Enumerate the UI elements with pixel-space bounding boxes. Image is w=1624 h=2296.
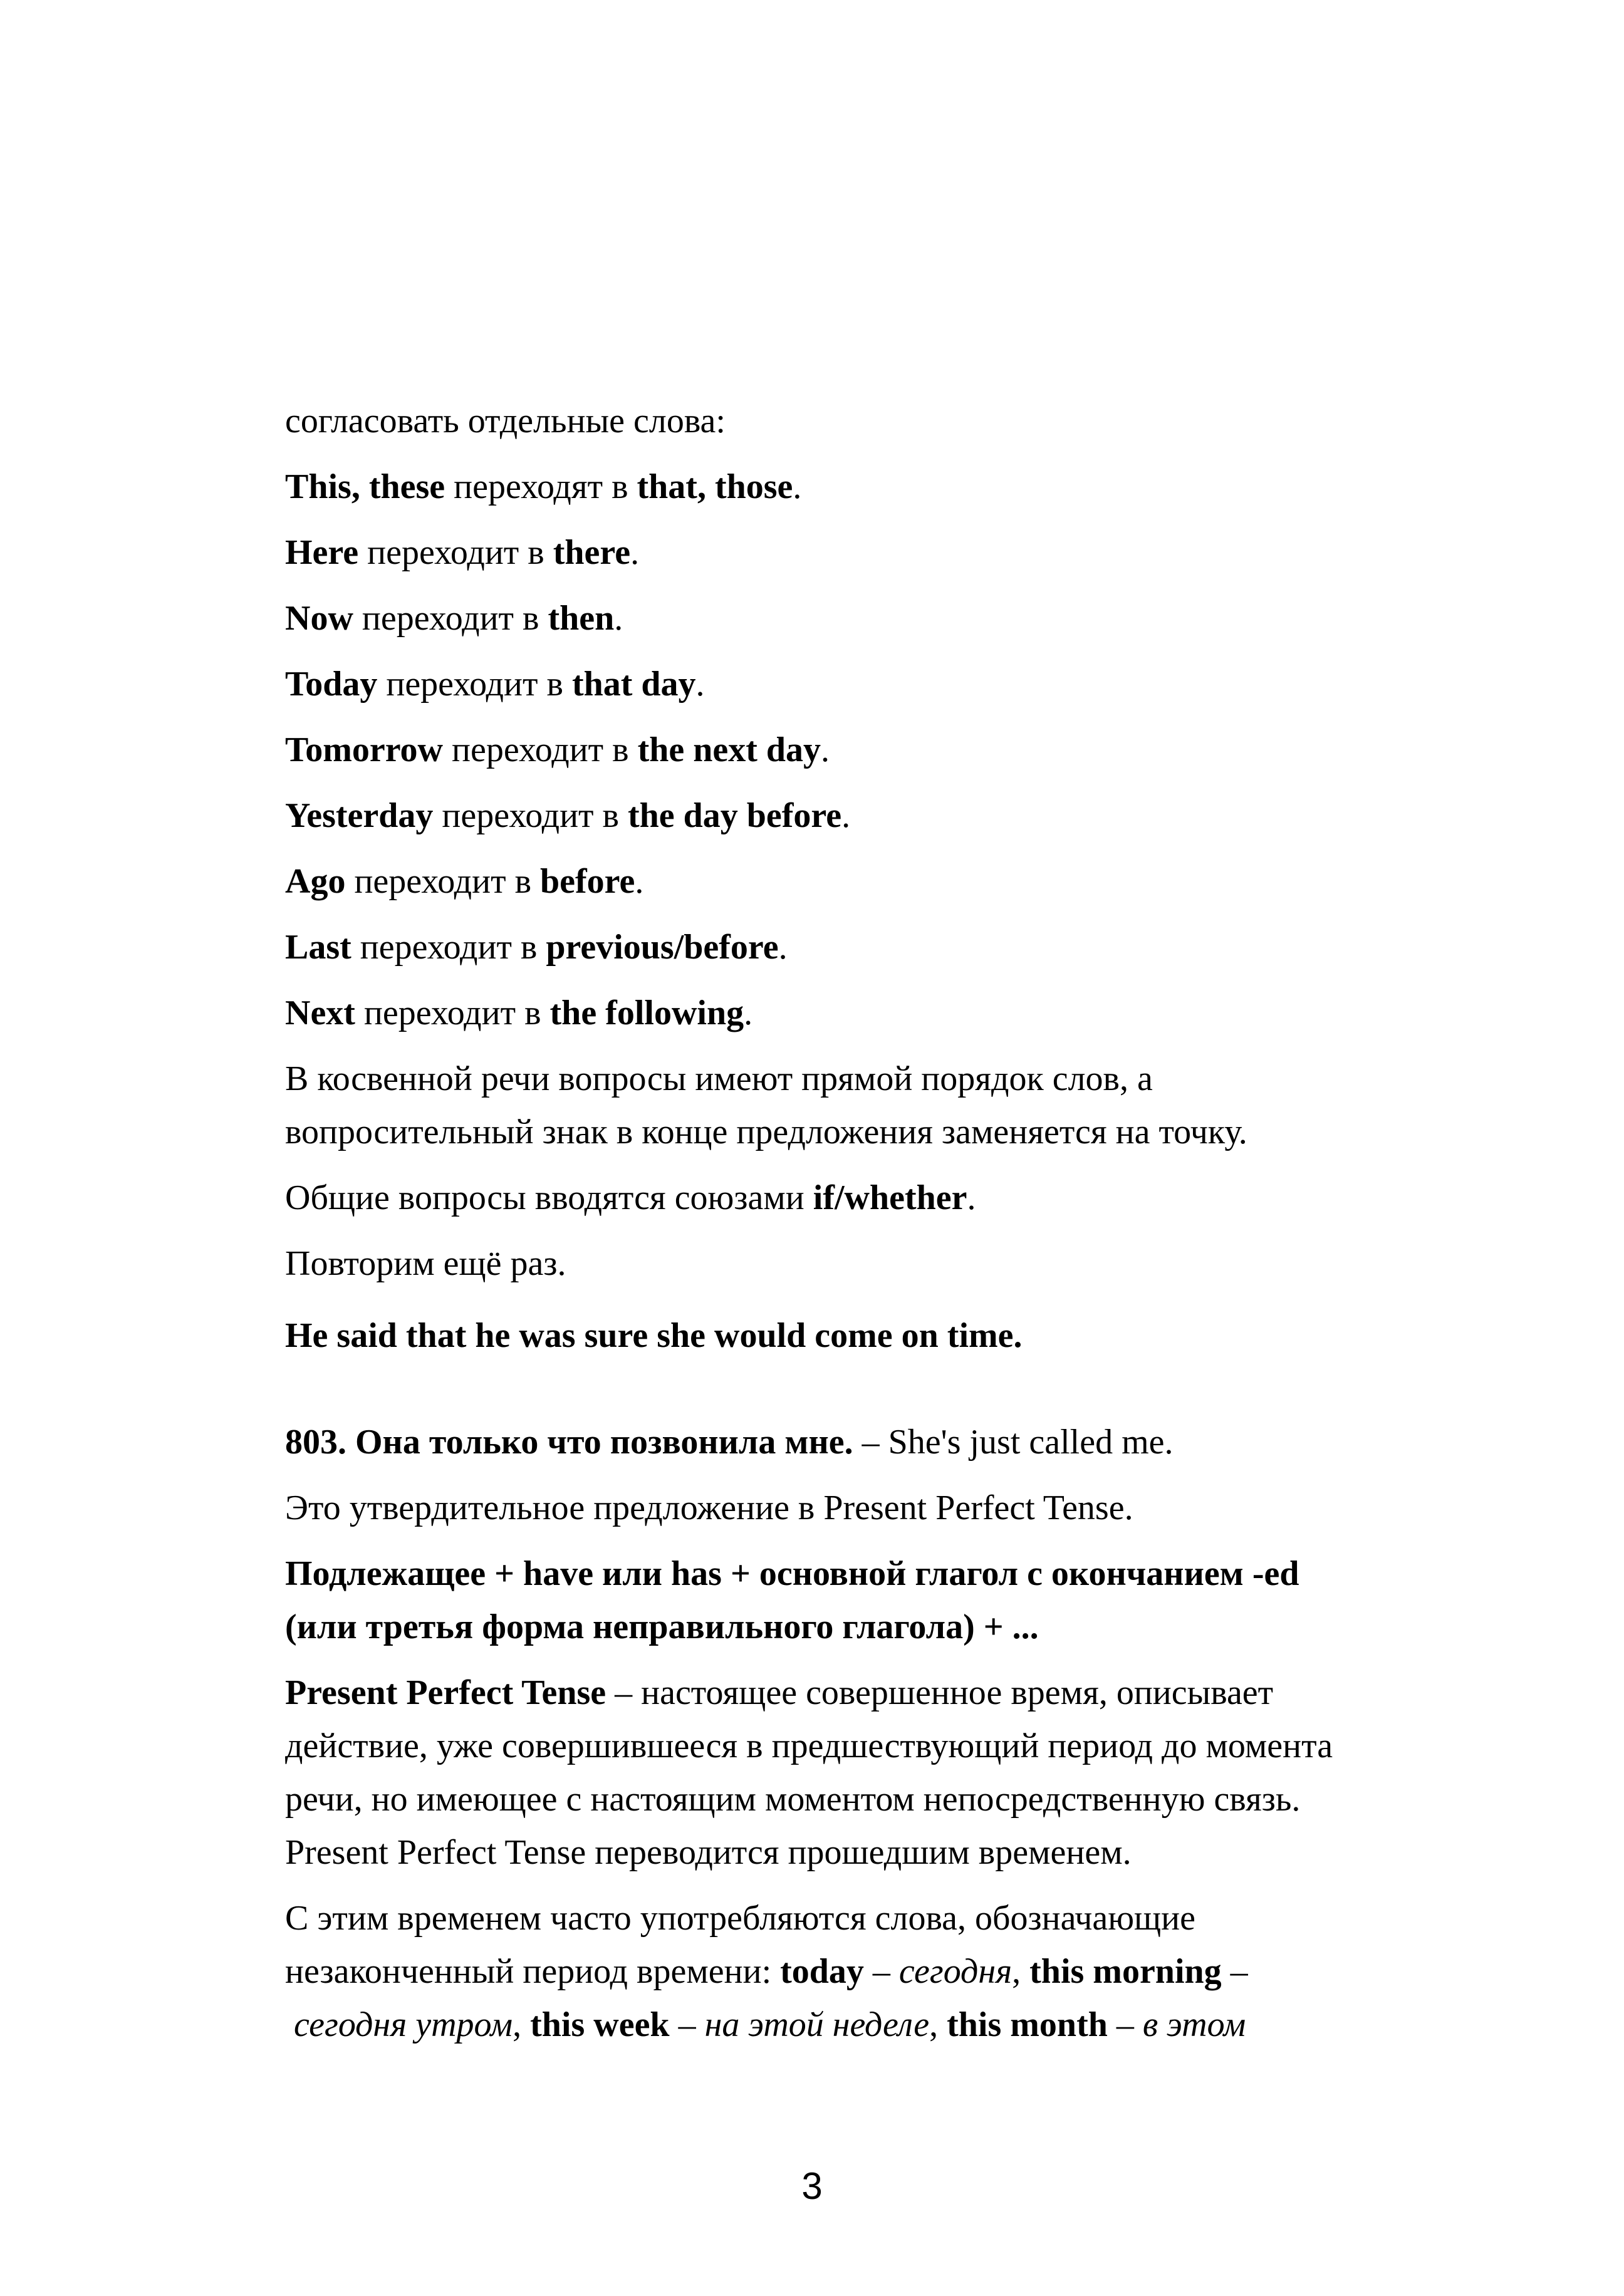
text-segment: переходит в: [353, 599, 548, 638]
text-line: [285, 1998, 1400, 2052]
text-segment: .: [793, 467, 802, 506]
text-segment: the day before: [627, 796, 842, 835]
text-segment: переходит в: [351, 928, 546, 967]
paragraph: [285, 1052, 1400, 1159]
text-segment: ,: [929, 2005, 947, 2044]
text-segment: С этим временем часто употребляются слова, обозначающие: [285, 1899, 1195, 1938]
text-segment: .: [614, 599, 623, 638]
text-segment: переходит в: [433, 796, 628, 835]
text-segment: согласовать отдельные слова:: [285, 402, 726, 440]
text-line: [285, 921, 1400, 974]
text-segment: на этой неделе: [704, 2005, 930, 2044]
text-segment: переходит в: [358, 533, 553, 572]
paragraph: [285, 1482, 1400, 1535]
text-segment: [285, 2005, 294, 2044]
paragraph: [285, 987, 1400, 1040]
paragraph: [285, 855, 1400, 908]
text-segment: речи, но имеющее с настоящим моментом непосредственную связь.: [285, 1780, 1301, 1819]
document-body: [285, 395, 1400, 2064]
text-segment: .: [695, 665, 705, 704]
text-line: [285, 395, 1400, 448]
text-line: [285, 1773, 1400, 1826]
text-line: [285, 592, 1400, 645]
text-segment: Ago: [285, 862, 346, 901]
text-line: [285, 1052, 1400, 1106]
text-line: [285, 1547, 1400, 1601]
text-segment: then: [548, 599, 615, 638]
text-segment: .: [841, 796, 851, 835]
text-segment: that, those: [637, 467, 793, 506]
paragraph: [285, 460, 1400, 514]
text-segment: Today: [285, 665, 378, 704]
text-segment: переходят в: [445, 467, 637, 506]
text-segment: Here: [285, 533, 359, 572]
text-line: [285, 1945, 1400, 1998]
text-segment: .: [635, 862, 644, 901]
text-segment: .: [821, 730, 830, 769]
text-segment: Present Perfect Tense переводится прошедшим временем.: [285, 1833, 1132, 1872]
text-segment: в этом: [1142, 2005, 1246, 2044]
text-segment: today: [780, 1952, 864, 1991]
text-segment: previous/before: [546, 928, 779, 967]
text-line: [285, 724, 1400, 777]
paragraph: [285, 1666, 1400, 1879]
text-line: [285, 1666, 1400, 1720]
text-line: [285, 987, 1400, 1040]
text-segment: ,: [1012, 1952, 1030, 1991]
text-segment: – She's just called me.: [853, 1423, 1174, 1462]
text-segment: переходит в: [345, 862, 541, 901]
text-segment: this morning: [1029, 1952, 1222, 1991]
text-segment: действие, уже совершившееся в предшествующий период до момента: [285, 1727, 1333, 1765]
text-segment: сегодня утром: [294, 2005, 513, 2044]
text-line: [285, 526, 1400, 579]
text-segment: В косвенной речи вопросы имеют прямой порядок слов, а: [285, 1059, 1153, 1098]
text-line: [285, 1106, 1400, 1159]
text-segment: Yesterday: [285, 796, 434, 835]
text-segment: Повторим ещё раз.: [285, 1244, 566, 1283]
text-segment: before: [540, 862, 635, 901]
text-segment: this month: [947, 2005, 1108, 2044]
text-segment: –: [1107, 2005, 1143, 2044]
text-segment: Present Perfect Tense: [285, 1673, 606, 1712]
text-segment: незаконченный период времени:: [285, 1952, 781, 1991]
text-segment: there: [553, 533, 631, 572]
text-line: [285, 1482, 1400, 1535]
paragraph: [285, 1237, 1400, 1291]
text-segment: Now: [285, 599, 353, 638]
text-segment: .: [630, 533, 640, 572]
paragraph: [285, 1171, 1400, 1225]
text-line: [285, 460, 1400, 514]
paragraph: [285, 395, 1400, 448]
paragraph: [285, 1547, 1400, 1654]
text-segment: that day: [571, 665, 696, 704]
paragraph: [285, 658, 1400, 711]
text-segment: the next day: [637, 730, 821, 769]
text-line: [285, 1416, 1400, 1469]
page-number: 3: [801, 2165, 823, 2207]
text-segment: Подлежащее + have или has + основной глагол с окончанием -ed: [285, 1554, 1299, 1593]
text-segment: – настоящее совершенное время, описывает: [606, 1673, 1274, 1712]
paragraph: [285, 789, 1400, 843]
paragraph: [285, 1416, 1400, 1469]
text-segment: if/whether: [813, 1178, 967, 1217]
text-segment: переходит в: [377, 665, 572, 704]
text-segment: Last: [285, 928, 351, 967]
text-segment: вопросительный знак в конце предложения заменяется на точку.: [285, 1113, 1247, 1151]
text-segment: the following: [549, 994, 744, 1032]
text-segment: Tomorrow: [285, 730, 443, 769]
text-segment: Общие вопросы вводятся союзами: [285, 1178, 813, 1217]
text-segment: сегодня: [898, 1952, 1012, 1991]
text-segment: переходит в: [355, 994, 550, 1032]
text-line: [285, 789, 1400, 843]
text-segment: Next: [285, 994, 355, 1032]
text-segment: ,: [513, 2005, 531, 2044]
text-line: [285, 1601, 1400, 1654]
paragraph: [285, 921, 1400, 974]
text-segment: .: [778, 928, 788, 967]
text-line: [285, 658, 1400, 711]
text-line: [285, 855, 1400, 908]
paragraph: [285, 1309, 1400, 1363]
text-segment: переходит в: [443, 730, 638, 769]
paragraph: [285, 592, 1400, 645]
text-segment: (или третья форма неправильного глагола) + ...: [285, 1608, 1039, 1646]
text-segment: 803. Она только что позвонила мне.: [285, 1423, 853, 1462]
text-line: [285, 1237, 1400, 1291]
paragraph: [285, 526, 1400, 579]
text-segment: –: [863, 1952, 899, 1991]
text-segment: Это утвердительное предложение в Present Perfect Tense.: [285, 1488, 1133, 1527]
text-segment: He said that he was sure she would come on time.: [285, 1316, 1023, 1355]
text-line: [285, 1892, 1400, 1945]
paragraph: [285, 1892, 1400, 2052]
text-segment: –: [1221, 1952, 1248, 1991]
text-line: [285, 1826, 1400, 1879]
text-line: [285, 1720, 1400, 1773]
text-segment: this week: [530, 2005, 670, 2044]
text-segment: .: [744, 994, 753, 1032]
paragraph: [285, 724, 1400, 777]
text-segment: This, these: [285, 467, 445, 506]
text-segment: .: [967, 1178, 976, 1217]
text-segment: –: [669, 2005, 705, 2044]
text-line: [285, 1309, 1400, 1363]
text-line: [285, 1171, 1400, 1225]
